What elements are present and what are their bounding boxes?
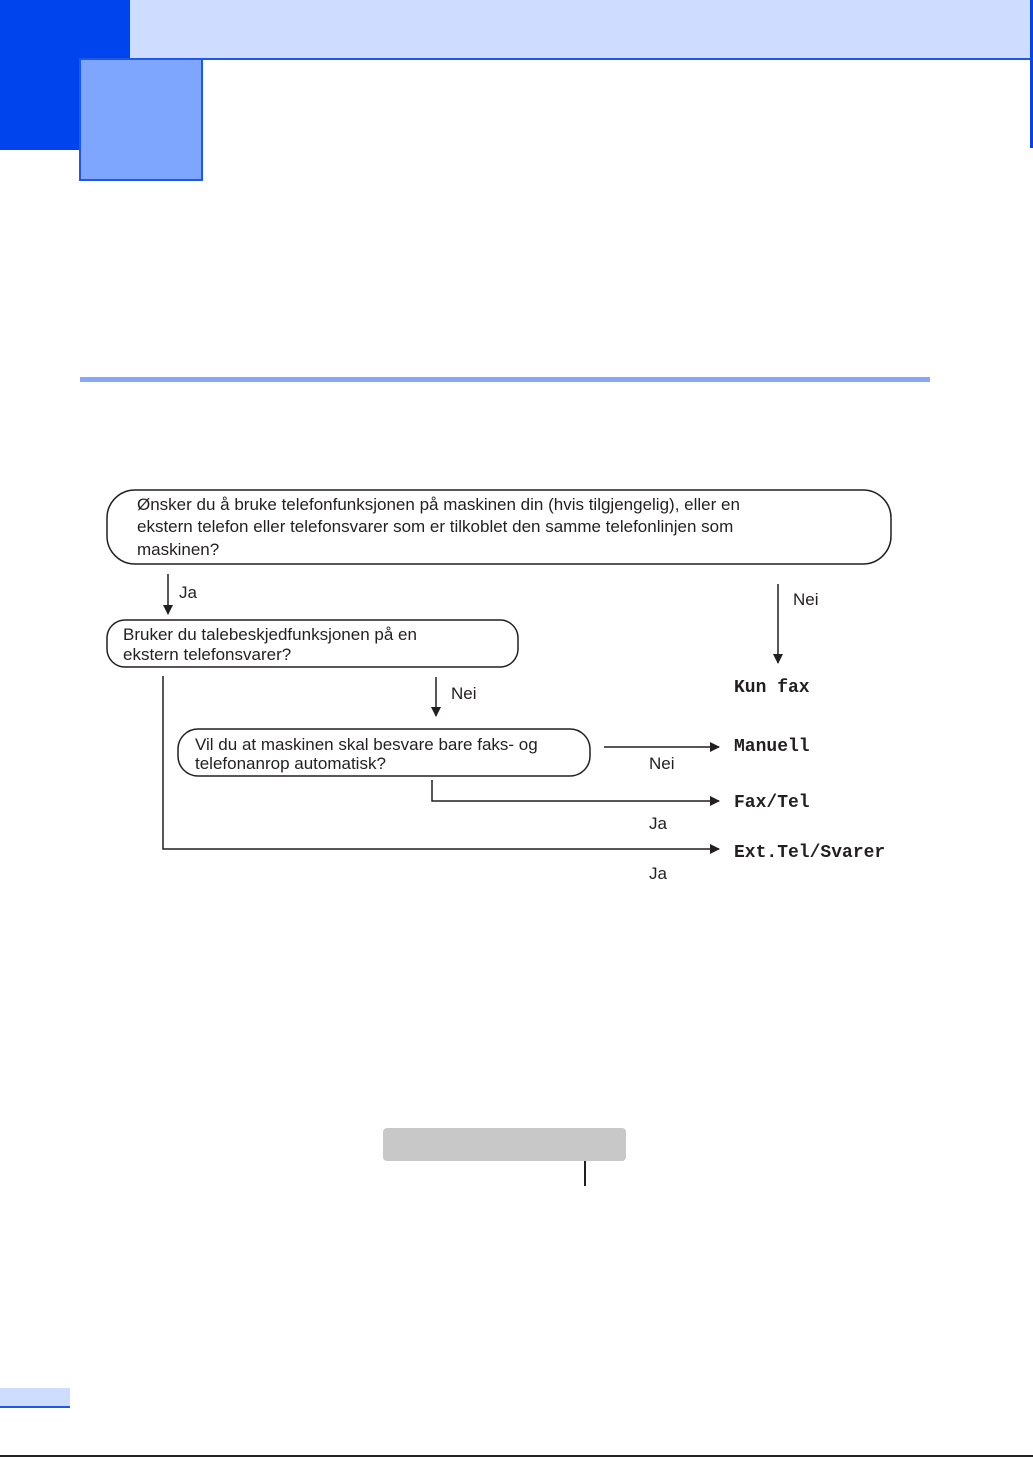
label-q3-yes: Ja	[649, 814, 667, 833]
mode-manual: Manuell	[734, 737, 810, 757]
question-2-node	[107, 620, 518, 667]
question-3-line-1: Vil du at maskinen skal besvare bare faks- og	[195, 735, 538, 754]
lcd-display	[383, 1128, 626, 1161]
label-q2-yes: Ja	[649, 864, 667, 883]
chapter-number-box	[79, 58, 203, 181]
section-divider	[80, 377, 930, 382]
question-1-line-3: maskinen?	[137, 540, 220, 559]
question-1-node	[107, 490, 891, 564]
mode-fax-only: Kun fax	[734, 678, 810, 698]
question-1-line-1: Ønsker du å bruke telefonfunksjonen på maskinen din (hvis tilgjengelig), eller en	[137, 495, 740, 514]
bottom-rule	[0, 1455, 1033, 1457]
label-q2-no: Nei	[451, 684, 477, 703]
question-3-node	[178, 729, 590, 776]
question-1-line-2: ekstern telefon eller telefonsvarer som er tilkoblet den samme telefonlinjen som	[137, 517, 734, 536]
label-q1-yes: Ja	[179, 583, 197, 602]
receive-mode-flowchart	[0, 470, 1033, 890]
header-band	[130, 0, 1033, 60]
footer-page-tab	[0, 1388, 70, 1406]
footer-accent-line	[0, 1406, 70, 1408]
label-q3-no: Nei	[649, 754, 675, 773]
arrow-q3-yes	[432, 780, 719, 801]
question-2-line-2: ekstern telefonsvarer?	[123, 645, 292, 664]
lcd-callout-line	[584, 1161, 586, 1186]
label-q1-no: Nei	[793, 590, 819, 609]
question-3-line-2: telefonanrop automatisk?	[195, 754, 386, 773]
mode-fax-tel: Fax/Tel	[734, 793, 810, 813]
mode-ext-tel: Ext.Tel/Svarer	[734, 843, 886, 863]
question-2-line-1: Bruker du talebeskjedfunksjonen på en	[123, 625, 417, 644]
